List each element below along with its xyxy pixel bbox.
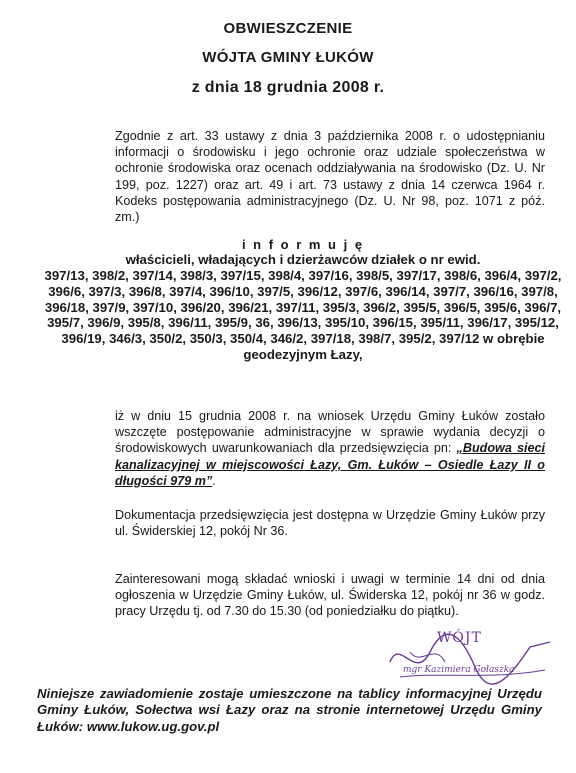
document-date: z dnia 18 grudnia 2008 r. [191,79,385,96]
publication-notice: Niniejsze zawiadomienie zostaje umieszczone na tablicy informacyjnej Urzędu Gminy Łuków, Sołectwa wsi Łazy oraz na stronie internetowej Urzędu Gminy Łuków: www.lukow.ug.gov.pl [37,686,542,734]
documentation-paragraph: Dokumentacja przedsięwzięcia jest dostępna w Urzędzie Gminy Łuków przy ul. Świderskiej 12, pokój Nr 36. [115,508,545,539]
parcel-list: 397/13, 398/2, 397/14, 398/3, 397/15, 398/4, 397/16, 398/5, 397/17, 398/6, 396/4, 397/2, 396/6, 397/3, 396/8, 397/4, 396/10, 397/5, 396/12, 397/6, 396/14, 397/7, 396/16, 397/8, 396/18, 397/9, 397/10, 396/20, 396/21, 397/11, 395/3, 396/2, 395/5, 396/5, 395/6, 396/7, 395/7, 396/9, 395/8, 396/11, 395/9, 36, 396/13, 395/10, 396/15, 395/11, 396/17, 395/12, 396/19, 346/3, 350/2, 350/3, 350/4, 346/2, 397/18, 398/7, 395/2, 397/12 w obrębie geodezyjnym Łazy, [44,268,562,362]
proceedings-paragraph [115,408,545,489]
legal-basis-paragraph: Zgodnie z art. 33 ustawy z dnia 3 października 2008 r. o udostępnianiu informacji o środowisku i jego ochronie oraz udziale społeczeństwa w ochronie środowiska oraz ocenach oddziaływania na środowisko (Dz. U. Nr 199, poz. 1227) oraz art. 49 i art. 73 ustawy z dnia 14 czerwca 1964 r. Kodeks postępowania administracyjnego (Dz. U. Nr 98, poz. 1071 z póź. zm.) [115,129,545,225]
stamp-title: WÓJT [437,630,482,646]
stamp-name: mgr Kazimiera Gołaszka [403,665,515,675]
document-issuer: WÓJTA GMINY ŁUKÓW [202,49,374,66]
informs-heading: i n f o r m u j ę [241,237,365,252]
owners-line: właścicieli, władających i dzierżawców działek o nr ewid. [125,252,481,267]
proceedings-end: . [212,473,216,488]
project-name: „Budowa sieci kanalizacyjnej w miejscowości Łazy, Gm. Łuków – Osiedle Łazy II o długości 979 m” [115,441,545,488]
proceedings-text: iż w dniu 15 grudnia 2008 r. na wniosek Urzędu Gminy Łuków zostało wszczęte postępowanie administracyjne w sprawie wydania decyzji o środowiskowych uwarunkowaniach dla przedsięwzięcia pn: [115,409,545,456]
comments-paragraph: Zainteresowani mogą składać wnioski i uwagi w terminie 14 dni od dnia ogłoszenia w Urzędzie Gminy Łuków, ul. Świderska 12, pokój nr 36 w godz. pracy Urzędu tj. od 7.30 do 15.30 (od poniedziałku do piątku). [115,572,545,619]
document-title: OBWIESZCZENIE [223,20,353,37]
